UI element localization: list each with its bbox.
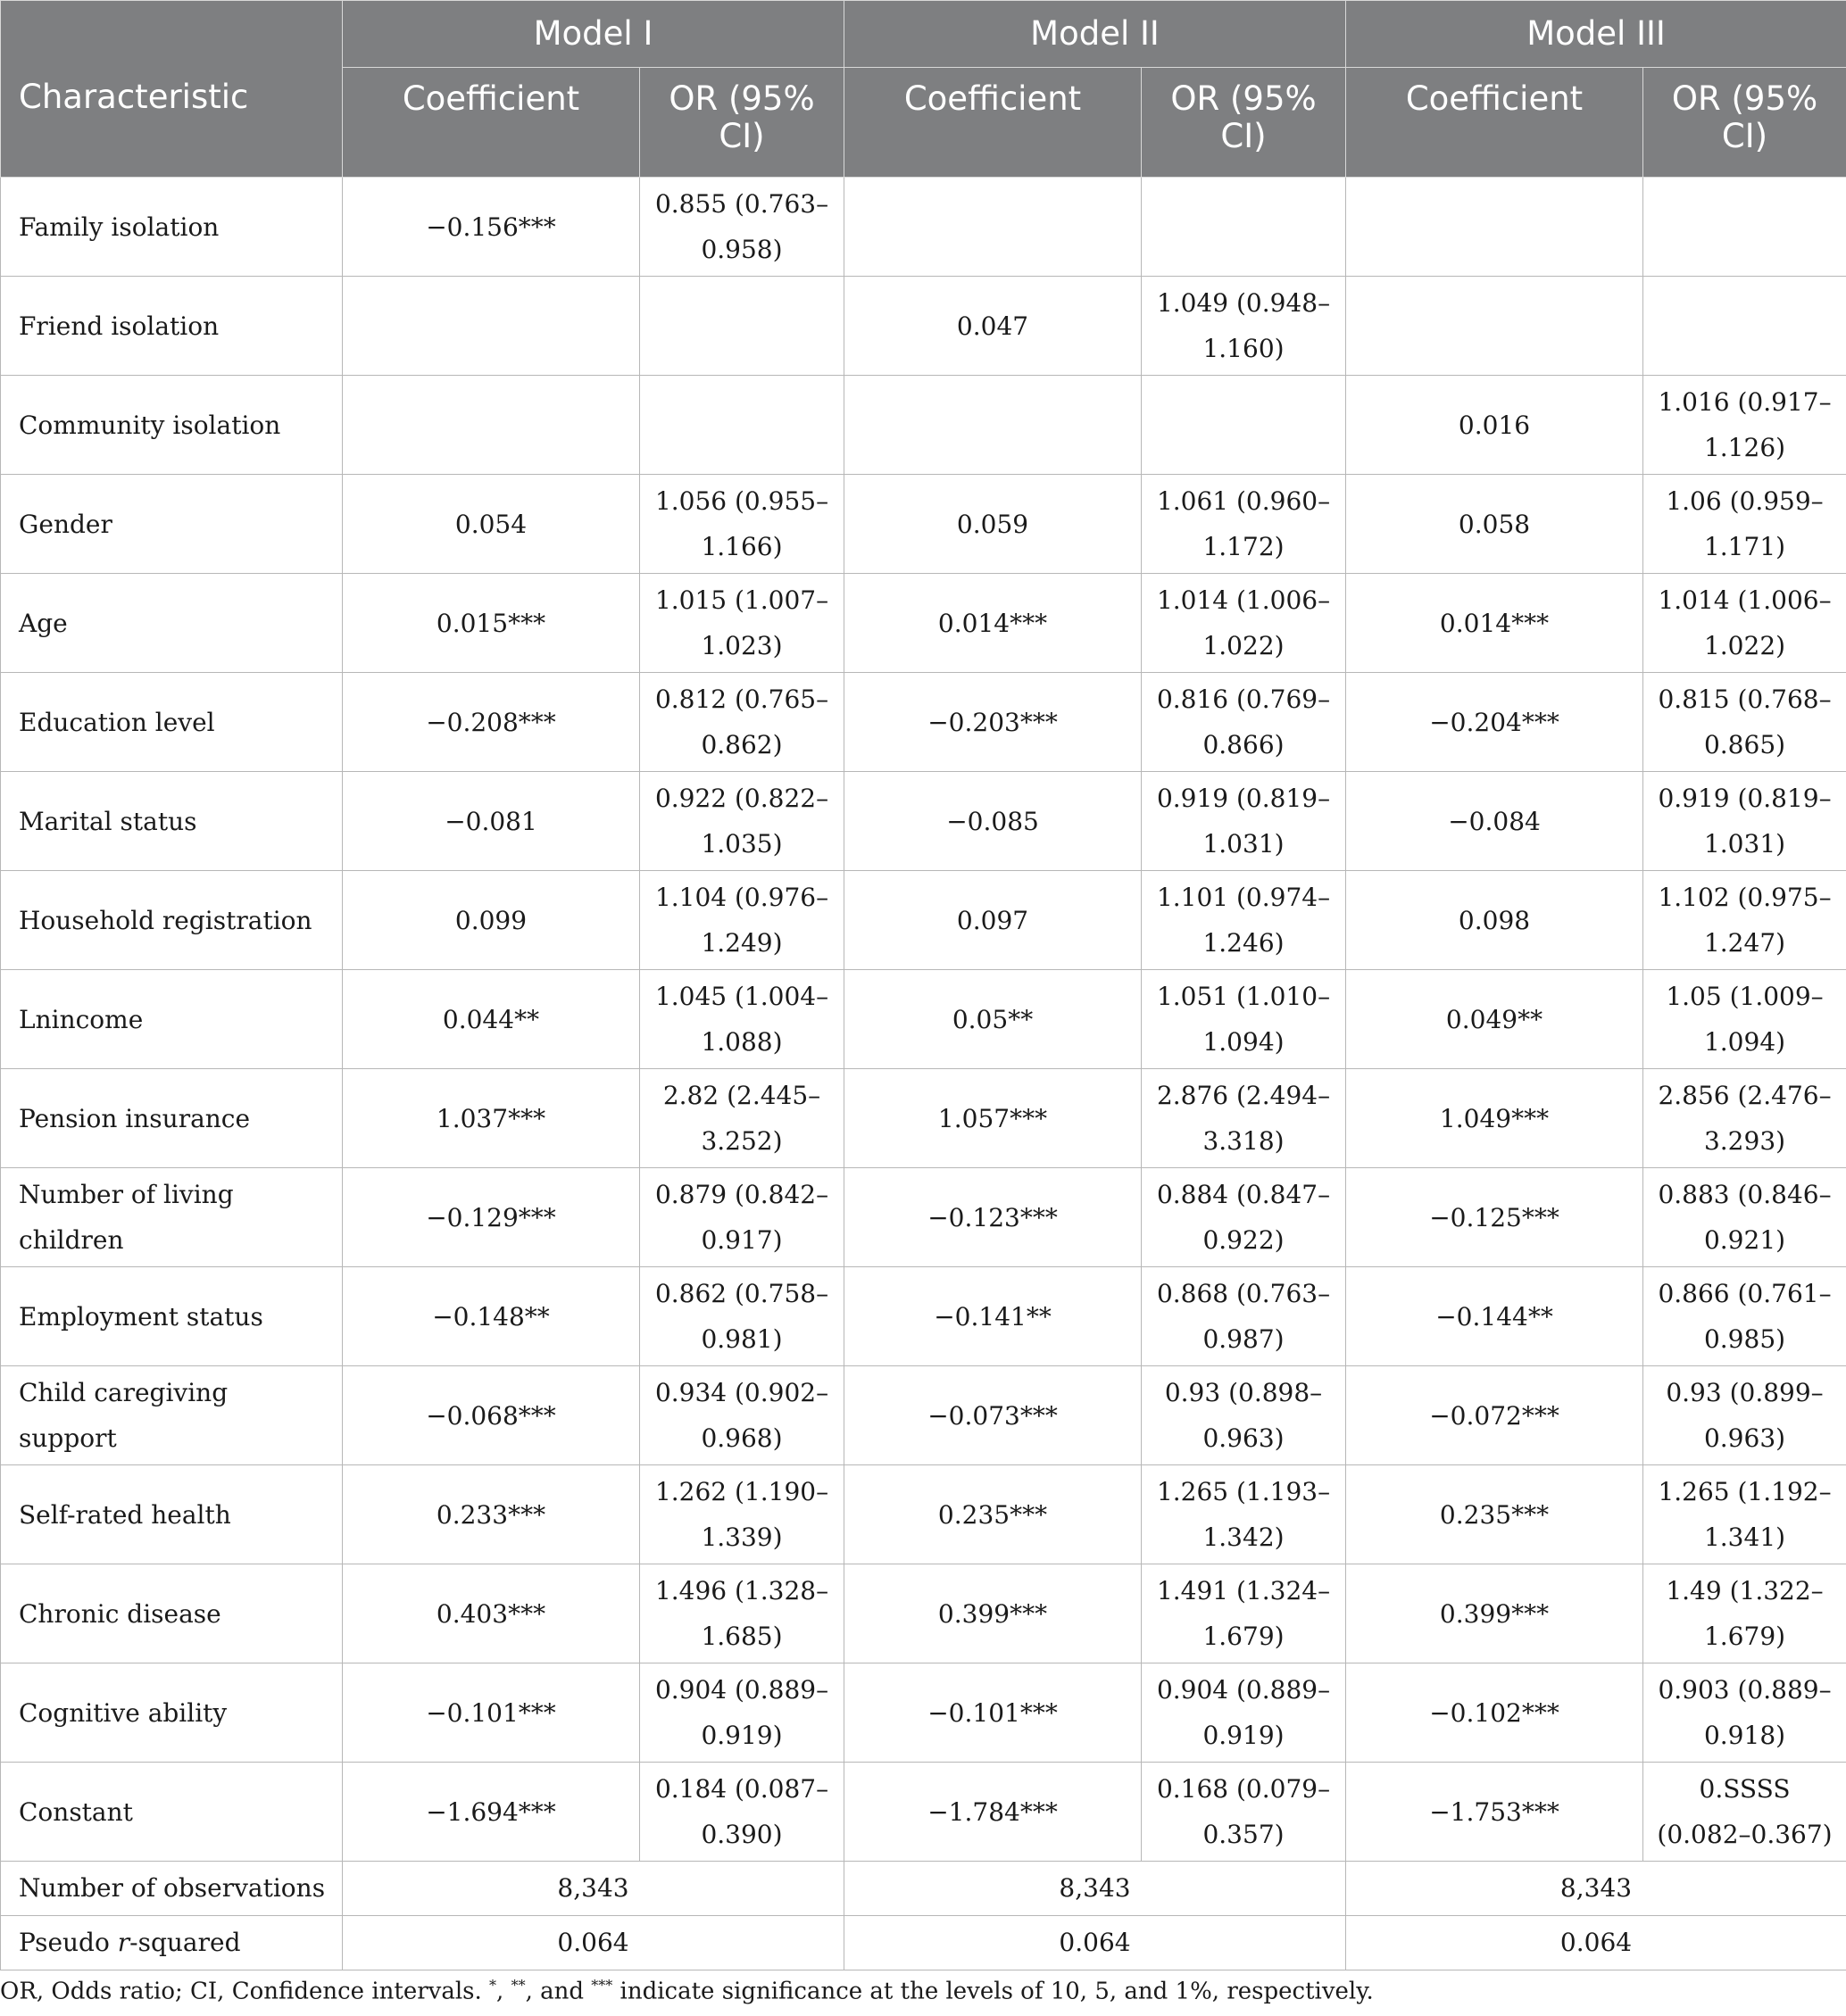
model1-or-ci: 0.812 (0.765–0.862): [640, 673, 844, 772]
model3-coefficient: −0.204***: [1346, 673, 1643, 772]
model1-or-ci: 1.104 (0.976–1.249): [640, 871, 844, 970]
header-coefficient: Coefficient: [343, 68, 640, 178]
table-row: [1, 277, 1846, 376]
model3-coefficient: 0.098: [1346, 871, 1643, 970]
model3-or-ci: 2.856 (2.476–3.293): [1643, 1069, 1846, 1168]
model3-coefficient: 0.049**: [1346, 970, 1643, 1069]
footnote-sup: **: [511, 1977, 526, 1994]
row-label: Cognitive ability: [1, 1663, 343, 1763]
model2-observations: 8,343: [844, 1862, 1346, 1916]
table-row: [1, 1564, 1846, 1663]
row-label: Child caregiving support: [1, 1366, 343, 1465]
header-or-ci: OR (95% CI): [1142, 68, 1346, 178]
model1-coefficient: −0.148**: [343, 1267, 640, 1366]
model1-or-ci: 0.879 (0.842–0.917): [640, 1168, 844, 1267]
row-label: Constant: [1, 1763, 343, 1862]
table-row: [1, 1763, 1846, 1862]
model2-pseudo-r-squared: 0.064: [844, 1916, 1346, 1970]
model3-coefficient: −0.102***: [1346, 1663, 1643, 1763]
model2-coefficient: −0.203***: [844, 673, 1142, 772]
model1-coefficient: −0.156***: [343, 178, 640, 277]
model3-or-ci: 1.265 (1.192–1.341): [1643, 1465, 1846, 1564]
row-label: Chronic disease: [1, 1564, 343, 1663]
model3-or-ci: 0.883 (0.846–0.921): [1643, 1168, 1846, 1267]
table-row: [1, 178, 1846, 277]
model2-or-ci: 1.061 (0.960–1.172): [1142, 475, 1346, 574]
model2-coefficient: −0.101***: [844, 1663, 1142, 1763]
footnote-text: indicate significance at the levels of 10, 5, and 1%, respectively.: [612, 1978, 1374, 2005]
model3-coefficient: [1346, 277, 1643, 376]
header-model-2: Model II: [844, 1, 1346, 68]
header-model-3: Model III: [1346, 1, 1846, 68]
model1-or-ci: [640, 376, 844, 475]
model2-coefficient: 0.014***: [844, 574, 1142, 673]
model1-coefficient: 0.233***: [343, 1465, 640, 1564]
table-row: [1, 1465, 1846, 1564]
model1-observations: 8,343: [343, 1862, 844, 1916]
row-label: Family isolation: [1, 178, 343, 277]
footnote-sup: *: [489, 1977, 497, 1994]
table-row: [1, 871, 1846, 970]
row-label: Employment status: [1, 1267, 343, 1366]
model1-or-ci: 0.922 (0.822–1.035): [640, 772, 844, 871]
model1-coefficient: [343, 376, 640, 475]
model3-coefficient: 0.235***: [1346, 1465, 1643, 1564]
table-row: [1, 574, 1846, 673]
model2-coefficient: 0.059: [844, 475, 1142, 574]
model2-coefficient: 0.05**: [844, 970, 1142, 1069]
row-label: Marital status: [1, 772, 343, 871]
header-model-1: Model I: [343, 1, 844, 68]
model1-or-ci: 0.934 (0.902–0.968): [640, 1366, 844, 1465]
model3-or-ci: 0.93 (0.899–0.963): [1643, 1366, 1846, 1465]
model1-or-ci: 0.862 (0.758–0.981): [640, 1267, 844, 1366]
table-row: [1, 1069, 1846, 1168]
model1-coefficient: −0.129***: [343, 1168, 640, 1267]
model2-or-ci: 1.265 (1.193–1.342): [1142, 1465, 1346, 1564]
model2-or-ci: [1142, 178, 1346, 277]
model3-coefficient: 1.049***: [1346, 1069, 1643, 1168]
header-or-ci: OR (95% CI): [640, 68, 844, 178]
model1-coefficient: 0.044**: [343, 970, 640, 1069]
row-label: Lnincome: [1, 970, 343, 1069]
model2-coefficient: −1.784***: [844, 1763, 1142, 1862]
model1-or-ci: 1.056 (0.955–1.166): [640, 475, 844, 574]
model2-or-ci: 1.014 (1.006–1.022): [1142, 574, 1346, 673]
table-row: [1, 1366, 1846, 1465]
model1-or-ci: 1.015 (1.007–1.023): [640, 574, 844, 673]
model1-or-ci: 0.904 (0.889–0.919): [640, 1663, 844, 1763]
model1-coefficient: −0.081: [343, 772, 640, 871]
model2-or-ci: 1.051 (1.010–1.094): [1142, 970, 1346, 1069]
observations-row: [1, 1862, 1846, 1916]
row-label: Friend isolation: [1, 277, 343, 376]
model1-or-ci: 1.262 (1.190–1.339): [640, 1465, 844, 1564]
header-or-ci: OR (95% CI): [1643, 68, 1846, 178]
model2-or-ci: 0.168 (0.079–0.357): [1142, 1763, 1346, 1862]
model1-or-ci: 1.496 (1.328–1.685): [640, 1564, 844, 1663]
model2-coefficient: [844, 376, 1142, 475]
model2-or-ci: 0.904 (0.889–0.919): [1142, 1663, 1346, 1763]
header-characteristic: Characteristic: [1, 1, 343, 178]
model3-or-ci: 0.866 (0.761–0.985): [1643, 1267, 1846, 1366]
model2-or-ci: 1.491 (1.324–1.679): [1142, 1564, 1346, 1663]
model3-coefficient: −0.072***: [1346, 1366, 1643, 1465]
table-row: [1, 1267, 1846, 1366]
model3-coefficient: −0.144**: [1346, 1267, 1643, 1366]
model1-or-ci: 1.045 (1.004–1.088): [640, 970, 844, 1069]
model1-coefficient: −0.068***: [343, 1366, 640, 1465]
model2-or-ci: 0.919 (0.819–1.031): [1142, 772, 1346, 871]
header-coefficient: Coefficient: [844, 68, 1142, 178]
model3-or-ci: 1.05 (1.009–1.094): [1643, 970, 1846, 1069]
pseudo-label-prefix: Pseudo: [19, 1928, 118, 1957]
model2-coefficient: 0.047: [844, 277, 1142, 376]
model2-coefficient: 0.399***: [844, 1564, 1142, 1663]
model3-coefficient: 0.058: [1346, 475, 1643, 574]
footnote-sup: ***: [591, 1977, 613, 1994]
table-row: [1, 1168, 1846, 1267]
model3-coefficient: −1.753***: [1346, 1763, 1643, 1862]
model1-or-ci: 2.82 (2.445–3.252): [640, 1069, 844, 1168]
row-label: Household registration: [1, 871, 343, 970]
pseudo-label-r: r: [117, 1928, 130, 1957]
table-row: [1, 475, 1846, 574]
model1-coefficient: −1.694***: [343, 1763, 640, 1862]
model3-coefficient: 0.014***: [1346, 574, 1643, 673]
model2-or-ci: 0.884 (0.847–0.922): [1142, 1168, 1346, 1267]
model1-coefficient: 1.037***: [343, 1069, 640, 1168]
table-row: [1, 376, 1846, 475]
model2-coefficient: 0.097: [844, 871, 1142, 970]
model1-pseudo-r-squared: 0.064: [343, 1916, 844, 1970]
model2-or-ci: 1.101 (0.974–1.246): [1142, 871, 1346, 970]
model1-or-ci: 0.184 (0.087–0.390): [640, 1763, 844, 1862]
model2-coefficient: −0.073***: [844, 1366, 1142, 1465]
footnote-text: OR, Odds ratio; CI, Confidence intervals.: [0, 1978, 490, 2005]
model3-coefficient: −0.084: [1346, 772, 1643, 871]
model3-or-ci: [1643, 178, 1846, 277]
model1-coefficient: −0.208***: [343, 673, 640, 772]
table-footnote: [0, 1977, 1374, 2005]
model3-coefficient: 0.016: [1346, 376, 1643, 475]
model3-coefficient: 0.399***: [1346, 1564, 1643, 1663]
observations-label: Number of observations: [1, 1862, 343, 1916]
model3-or-ci: 1.06 (0.959–1.171): [1643, 475, 1846, 574]
model1-coefficient: 0.054: [343, 475, 640, 574]
row-label: Education level: [1, 673, 343, 772]
model2-or-ci: 2.876 (2.494–3.318): [1142, 1069, 1346, 1168]
model1-coefficient: [343, 277, 640, 376]
model2-or-ci: 0.93 (0.898–0.963): [1142, 1366, 1346, 1465]
model2-or-ci: 1.049 (0.948–1.160): [1142, 277, 1346, 376]
model2-coefficient: 1.057***: [844, 1069, 1142, 1168]
model3-or-ci: 1.102 (0.975–1.247): [1643, 871, 1846, 970]
model3-or-ci: 1.49 (1.322–1.679): [1643, 1564, 1846, 1663]
model1-coefficient: −0.101***: [343, 1663, 640, 1763]
model2-coefficient: −0.141**: [844, 1267, 1142, 1366]
model1-coefficient: 0.099: [343, 871, 640, 970]
row-label: Pension insurance: [1, 1069, 343, 1168]
table-row: [1, 772, 1846, 871]
model3-coefficient: −0.125***: [1346, 1168, 1643, 1267]
model3-or-ci: 0.919 (0.819–1.031): [1643, 772, 1846, 871]
model3-observations: 8,343: [1346, 1862, 1846, 1916]
pseudo-r-squared-label: [1, 1916, 343, 1970]
row-label: Age: [1, 574, 343, 673]
model3-or-ci: 0.815 (0.768–0.865): [1643, 673, 1846, 772]
model3-or-ci: 0.903 (0.889–0.918): [1643, 1663, 1846, 1763]
model2-coefficient: −0.085: [844, 772, 1142, 871]
row-label: Self-rated health: [1, 1465, 343, 1564]
pseudo-r-squared-row: [1, 1916, 1846, 1970]
model3-pseudo-r-squared: 0.064: [1346, 1916, 1846, 1970]
table-row: [1, 673, 1846, 772]
header-coefficient: Coefficient: [1346, 68, 1643, 178]
table-row: [1, 1663, 1846, 1763]
row-label: Community isolation: [1, 376, 343, 475]
model1-or-ci: 0.855 (0.763–0.958): [640, 178, 844, 277]
row-label: Gender: [1, 475, 343, 574]
model2-coefficient: −0.123***: [844, 1168, 1142, 1267]
model3-or-ci: 1.014 (1.006–1.022): [1643, 574, 1846, 673]
model2-coefficient: 0.235***: [844, 1465, 1142, 1564]
model1-or-ci: [640, 277, 844, 376]
model3-coefficient: [1346, 178, 1643, 277]
model2-or-ci: [1142, 376, 1346, 475]
footnote-sep: , and: [525, 1978, 592, 2005]
model1-coefficient: 0.015***: [343, 574, 640, 673]
table-row: [1, 970, 1846, 1069]
model3-or-ci: [1643, 277, 1846, 376]
footnote-sep: ,: [496, 1978, 511, 2005]
pseudo-label-suffix: -squared: [129, 1928, 241, 1957]
row-label: Number of living children: [1, 1168, 343, 1267]
model1-coefficient: 0.403***: [343, 1564, 640, 1663]
model3-or-ci: 0.SSSS (0.082–0.367): [1643, 1763, 1846, 1862]
model2-or-ci: 0.868 (0.763–0.987): [1142, 1267, 1346, 1366]
model3-or-ci: 1.016 (0.917–1.126): [1643, 376, 1846, 475]
model2-coefficient: [844, 178, 1142, 277]
model2-or-ci: 0.816 (0.769–0.866): [1142, 673, 1346, 772]
